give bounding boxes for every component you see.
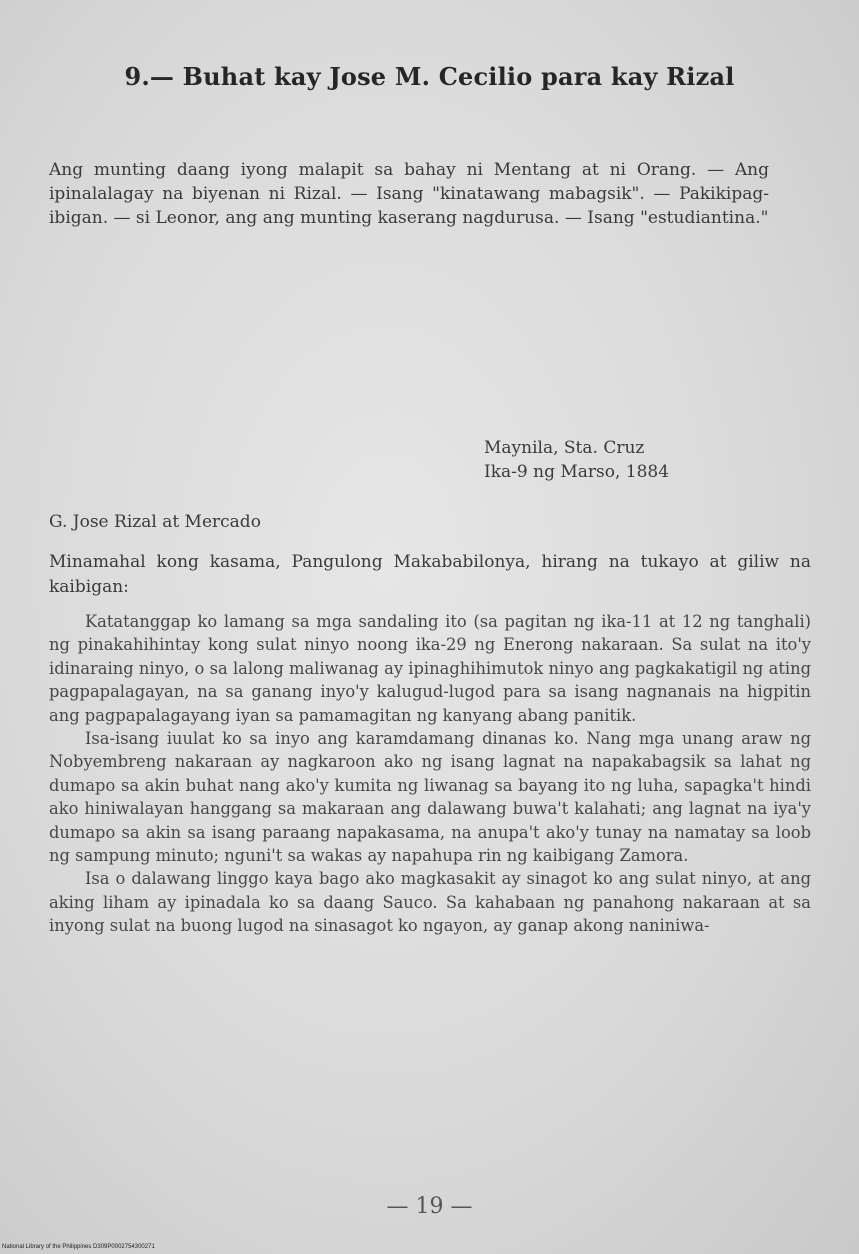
page-number: — 19 — — [386, 1194, 473, 1219]
footer-credit: National Library of the Philippines D309P0002754300271 — [2, 1244, 155, 1250]
salutation: Minamahal kong kasama, Pangulong Makababilonya, hirang na tukayo at giliw na kaibigan: — [49, 552, 811, 597]
place-date-block — [484, 436, 764, 484]
letter-body — [49, 610, 811, 938]
addressee: G. Jose Rizal at Mercado — [49, 512, 261, 532]
letter-date: Ika-9 ng Marso, 1884 — [484, 462, 670, 482]
letter-place: Maynila, Sta. Cruz — [484, 438, 645, 458]
letter-summary: Ang munting daang iyong malapit sa bahay ni Mentang at ni Orang. — Ang ipinalalagay na biyenan ni Rizal. — Isang "kinatawang mabagsik". — Pakikipag-ibigan. — si Leonor, ang ang munting kaserang nagdurusa. — Isang "estudiantina." — [49, 160, 769, 228]
body-paragraph: Isa-isang iuulat ko sa inyo ang karamdamang dinanas ko. Nang mga unang araw ng Nobyembreng nakaraan ay nagkaroon ako ng isang lagnat na napakabagsik sa lahat ng dumapo sa akin buhat nang ako'y kumita ng liwanag sa bayang ito ng luha, sapagka't hindi ako hiniwalayan hanggang sa makaraan ang dalawang buwa't kalahati; ang lagnat na iya'y dumapo sa akin sa isang paraang napakasama, na anupa't ako'y tunay na namatay sa loob ng sampung minuto; nguni't sa wakas ay napahupa rin ng kaibigang Zamora. — [49, 729, 811, 866]
letter-title: 9.— Buhat kay Jose M. Cecilio para kay Rizal — [124, 62, 735, 91]
body-paragraph: Katatanggap ko lamang sa mga sandaling ito (sa pagitan ng ika-11 at 12 ng tanghali) ng pinakahihintay kong sulat ninyo noong ika-29 ng Enerong nakaraan. Sa sulat na ito'y idinaraing ninyo, o sa lalong maliwanag ay ipinaghihimutok ninyo ang pagkakatigil ng ating pagpapalagayan, na sa ganang inyo'y kalugud-lugod para sa isang nagnanais na higpitin ang pagpapalagayang iyan sa pamamagitan ng kanyang abang panitik. — [49, 612, 811, 725]
body-paragraph: Isa o dalawang linggo kaya bago ako magkasakit ay sinagot ko ang sulat ninyo, at ang aking liham ay ipinadala ko sa daang Sauco. Sa kahabaan ng panahong nakaraan at sa inyong sulat na buong lugod na sinasagot ko ngayon, ay ganap akong naniniwa- — [49, 869, 811, 936]
